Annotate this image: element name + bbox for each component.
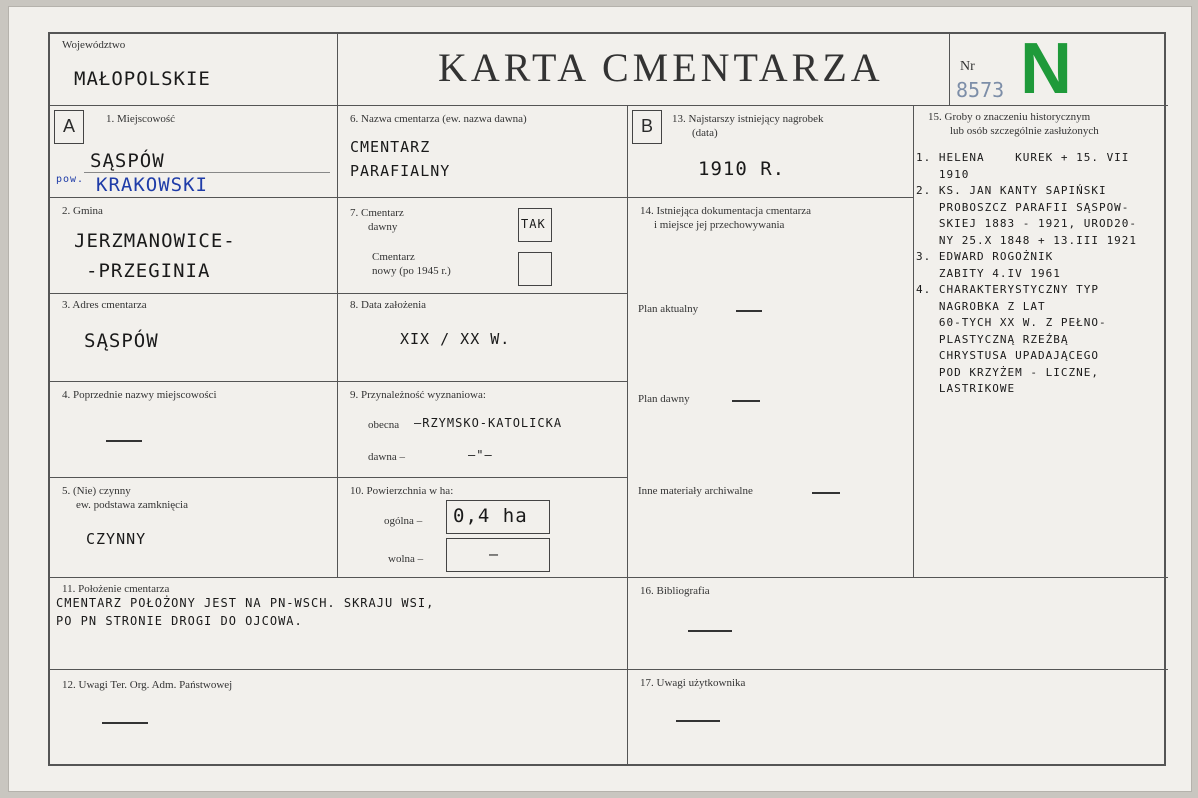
nr-cell bbox=[950, 34, 1168, 106]
plan-aktualny-label: Plan aktualny bbox=[638, 303, 699, 315]
field-2-label: 2. Gmina bbox=[62, 205, 103, 217]
field-14-label-1: 14. Istniejąca dokumentacja cmentarza bbox=[640, 205, 812, 217]
checkbox-nowy[interactable] bbox=[518, 252, 552, 286]
historic-grave-line: 60-TYCH XX W. Z PEŁNO- bbox=[916, 316, 1107, 329]
field-11-value-2: PO PN STRONIE DROGI DO OJCOWA. bbox=[56, 614, 303, 628]
area-ogolna-box[interactable] bbox=[446, 500, 550, 534]
field-8-label: 8. Data założenia bbox=[350, 299, 427, 311]
field-3-value: SĄSPÓW bbox=[84, 330, 159, 352]
field-8-cell bbox=[338, 294, 628, 382]
field-16-label: 16. Bibliografia bbox=[640, 585, 710, 597]
field-5-label-2: ew. podstawa zamknięcia bbox=[76, 499, 188, 511]
field-11-value-1: CMENTARZ POŁOŻONY JEST NA PN-WSCH. SKRAJU WSI, bbox=[56, 596, 435, 610]
area-ogolna-value: 0,4 ha bbox=[453, 505, 528, 527]
historic-grave-line: ZABITY 4.IV 1961 bbox=[916, 266, 1061, 280]
field-2-cell bbox=[50, 198, 338, 294]
field-17-dash bbox=[676, 720, 720, 722]
field-10-ogolna-label: ogólna – bbox=[384, 515, 423, 527]
field-9-obecna-value: –RZYMSKO-KATOLICKA bbox=[414, 416, 563, 430]
pow-prefix: pow. bbox=[56, 174, 85, 185]
field-7-label-1: 7. Cmentarz bbox=[350, 207, 404, 219]
field-1-cell bbox=[50, 106, 338, 198]
checkbox-dawny-mark: TAK bbox=[521, 217, 546, 231]
inne-dash bbox=[812, 492, 840, 494]
field-12-cell bbox=[50, 670, 628, 764]
field-7-label-2: dawny bbox=[368, 221, 398, 233]
field-7-label-3: Cmentarz bbox=[372, 251, 415, 263]
field-3-cell bbox=[50, 294, 338, 382]
historic-grave-line: 3. EDWARD ROGOŻNIK bbox=[916, 250, 1054, 263]
wojewodztwo-value: MAŁOPOLSKIE bbox=[74, 68, 211, 90]
nr-stamp: 8573 bbox=[956, 78, 1005, 102]
field-11-cell bbox=[50, 578, 628, 670]
field-6-cell bbox=[338, 106, 628, 198]
field-16-cell bbox=[628, 578, 1168, 670]
field-12-label: 12. Uwagi Ter. Org. Adm. Państwowej bbox=[62, 679, 233, 691]
historic-grave-line: 2. KS. JAN KANTY SAPIŃSKI bbox=[916, 184, 1107, 197]
field-6-value-1: CMENTARZ bbox=[350, 138, 431, 156]
historic-grave-line: CHRYSTUSA UPADAJĄCEGO bbox=[916, 349, 1099, 362]
historic-grave-line: POD KRZYŻEM - LICZNE, bbox=[916, 365, 1099, 379]
field-10-cell bbox=[338, 478, 628, 578]
field-6-value-2: PARAFIALNY bbox=[350, 162, 451, 180]
historic-grave-line: LASTRIKOWE bbox=[916, 382, 1016, 395]
form-frame bbox=[48, 32, 1166, 766]
field-9-obecna-label: obecna bbox=[368, 419, 400, 431]
field-14-label-2: i miejsce jej przechowywania bbox=[654, 219, 785, 231]
historic-graves-list bbox=[916, 150, 1137, 398]
field-3-label: 3. Adres cmentarza bbox=[62, 299, 147, 311]
field-12-dash bbox=[102, 722, 148, 724]
historic-grave-line: PLASTYCZNĄ RZEŹBĄ bbox=[916, 332, 1069, 346]
field-1-label: 1. Miejscowość bbox=[106, 113, 176, 125]
historic-grave-line: 1. HELENA KUREK + 15. VII bbox=[916, 151, 1130, 164]
field-11-label: 11. Położenie cmentarza bbox=[62, 583, 170, 595]
field-5-label-1: 5. (Nie) czynny bbox=[62, 485, 131, 497]
wojewodztwo-label: Województwo bbox=[62, 39, 126, 51]
field-5-cell bbox=[50, 478, 338, 578]
page-title: KARTA CMENTARZA bbox=[438, 45, 884, 90]
field-15-label-2: lub osób szczególnie zasłużonych bbox=[950, 125, 1099, 137]
field-13-value: 1910 R. bbox=[698, 158, 786, 180]
historic-grave-line: 4. CHARAKTERYSTYCZNY TYP bbox=[916, 283, 1099, 296]
field-15-cell bbox=[914, 106, 1168, 578]
field-9-dawna-label: dawna – bbox=[368, 451, 405, 463]
field-9-cell bbox=[338, 382, 628, 478]
field-4-label: 4. Poprzednie nazwy miejscowości bbox=[62, 389, 217, 401]
field-7-label-4: nowy (po 1945 r.) bbox=[372, 265, 451, 277]
field-16-dash bbox=[688, 630, 732, 632]
plan-aktualny-dash bbox=[736, 310, 762, 312]
title-cell bbox=[338, 34, 950, 106]
field-10-wolna-label: wolna – bbox=[388, 553, 424, 565]
historic-grave-line: NY 25.X 1848 + 13.III 1921 bbox=[916, 233, 1138, 247]
field-2-value-2: -PRZEGINIA bbox=[86, 260, 211, 282]
section-b-box: B bbox=[632, 110, 662, 144]
field-17-label: 17. Uwagi użytkownika bbox=[640, 677, 746, 689]
field-6-label: 6. Nazwa cmentarza (ew. nazwa dawna) bbox=[350, 113, 527, 125]
field-14-cell bbox=[628, 198, 914, 578]
pow-value: KRAKOWSKI bbox=[96, 174, 208, 196]
nr-label: Nr bbox=[960, 59, 975, 74]
field-5-value: CZYNNY bbox=[86, 530, 147, 548]
field-8-value: XIX / XX W. bbox=[400, 330, 511, 348]
field-2-value-1: JERZMANOWICE- bbox=[74, 230, 236, 252]
area-wolna-box[interactable] bbox=[446, 538, 550, 572]
area-wolna-value: – bbox=[489, 545, 500, 563]
field-13-cell bbox=[628, 106, 914, 198]
field-9-label: 9. Przynależność wyznaniowa: bbox=[350, 389, 486, 401]
nr-mark: N bbox=[1020, 34, 1072, 106]
field-9-dawna-value: –"– bbox=[468, 448, 493, 462]
inne-label: Inne materiały archiwalne bbox=[638, 485, 753, 497]
historic-grave-line: NAGROBKA Z LAT bbox=[916, 299, 1046, 313]
field-17-cell bbox=[628, 670, 1168, 764]
plan-dawny-dash bbox=[732, 400, 760, 402]
field-13-label-1: 13. Najstarszy istniejący nagrobek bbox=[672, 113, 824, 125]
field-7-cell bbox=[338, 198, 628, 294]
wojewodztwo-cell bbox=[50, 34, 338, 106]
field-13-label-2: (data) bbox=[692, 127, 718, 139]
field-1-underline bbox=[84, 172, 330, 173]
historic-grave-line: 1910 bbox=[916, 167, 970, 181]
field-10-label: 10. Powierzchnia w ha: bbox=[350, 485, 454, 497]
plan-dawny-label: Plan dawny bbox=[638, 393, 690, 405]
field-15-label-1: 15. Groby o znaczeniu historycznym bbox=[928, 111, 1091, 123]
historic-grave-line: PROBOSZCZ PARAFII SĄSPOW- bbox=[916, 200, 1130, 214]
field-4-empty-dash bbox=[106, 440, 142, 442]
section-a-box: A bbox=[54, 110, 84, 144]
historic-grave-line: SKIEJ 1883 - 1921, UROD20- bbox=[916, 217, 1138, 230]
field-1-value: SĄSPÓW bbox=[90, 150, 165, 172]
checkbox-dawny[interactable] bbox=[518, 208, 552, 242]
field-4-cell bbox=[50, 382, 338, 478]
